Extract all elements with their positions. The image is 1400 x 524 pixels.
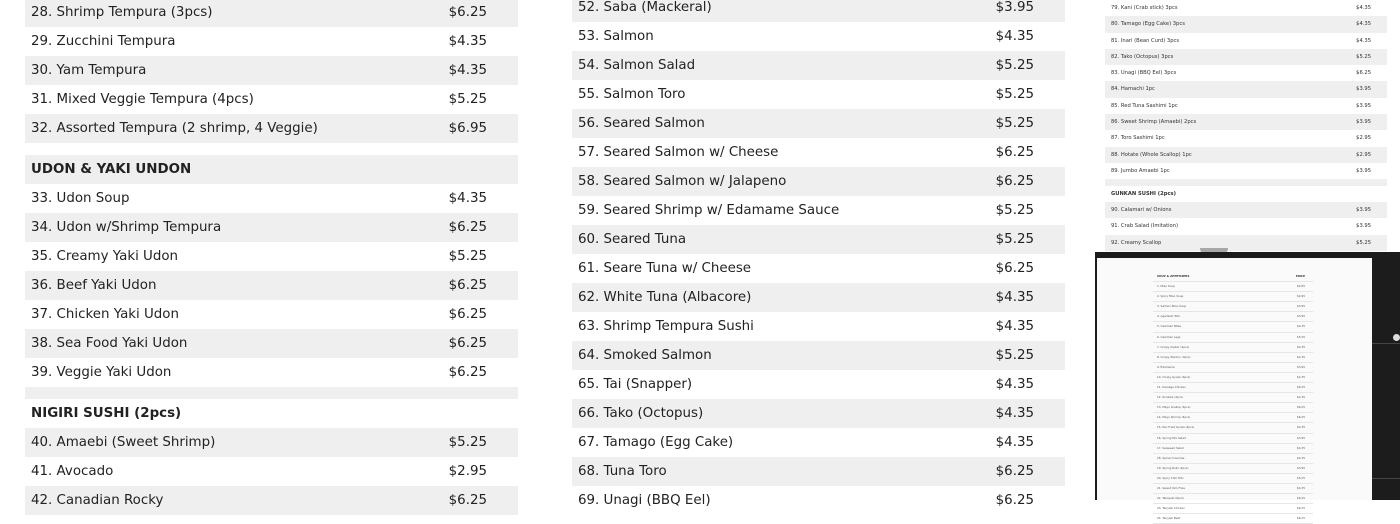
menu-item-row [25,0,518,27]
preview-item-price: $3.95 [1296,435,1305,440]
menu-item-row [572,109,1065,138]
menu-item-price: $4.35 [995,319,1034,334]
menu-item-price: $4.35 [448,63,487,78]
menu-item-row [572,167,1065,196]
menu-page-preview-list [1153,272,1313,524]
preview-header-row [1153,272,1313,282]
menu-item-name: 30. Yam Tempura [31,63,147,78]
preview-item-name: 20. Spicy Chili Tofu [1157,475,1184,480]
menu-item-price: $5.25 [995,203,1034,218]
menu-item-price: $2.95 [1356,151,1371,158]
menu-item-name: 64. Smoked Salmon [578,348,712,363]
menu-item-price: $4.35 [1356,5,1371,11]
menu-item-row [572,80,1065,109]
preview-item-row [1153,444,1313,454]
menu-item-row [25,184,518,213]
preview-item-name: 10. Crispy Gyoza (4pcs) [1157,374,1191,379]
preview-item-name: 12. Korokke (2pcs) [1157,395,1184,400]
menu-item-price: $3.95 [1356,167,1371,174]
menu-item-row [25,271,518,300]
menu-item-name: 29. Zucchini Tempura [31,34,176,49]
preview-item-name: 15. Pan Fried Gyoza (4pcs) [1157,425,1195,430]
menu-item-name: 38. Sea Food Yaki Udon [31,336,188,351]
menu-item-row [1105,218,1387,234]
preview-item-row [1153,343,1313,353]
menu-item-row [25,242,518,271]
menu-item-price: $5.25 [1356,239,1371,246]
menu-item-row [1105,81,1387,97]
preview-item-row [1153,282,1313,292]
menu-item-price: $3.95 [1356,119,1371,126]
menu-item-price: $2.95 [448,464,487,479]
menu-item-row [572,486,1065,515]
menu-item-price: $5.25 [995,116,1034,131]
preview-item-row [1153,434,1313,444]
menu-item-price: $6.25 [448,5,487,20]
preview-item-name: 13. Mayo Scallop (4pcs) [1157,405,1191,410]
menu-thumbnail-list [1105,0,1387,251]
menu-item-name: 92. Creamy Scallop [1111,239,1162,246]
menu-item-name: 88. Hotate (Whole Scallop) 1pc [1111,151,1192,158]
spacer-row [25,387,518,399]
preview-item-row [1153,333,1313,343]
menu-item-row [572,341,1065,370]
menu-item-price: $3.95 [1356,207,1371,214]
preview-item-row [1153,403,1313,413]
menu-item-price: $5.25 [995,87,1034,102]
menu-item-name: 91. Crab Salad (Imitation) [1111,223,1179,230]
menu-item-price: $6.25 [448,365,487,380]
menu-item-price: $4.35 [995,435,1034,450]
menu-item-name: 37. Chicken Yaki Udon [31,307,179,322]
menu-item-name: 41. Avocado [31,464,114,479]
menu-item-row [25,329,518,358]
menu-item-price: $6.25 [995,261,1034,276]
menu-item-price: $6.25 [448,493,487,508]
menu-item-name: 63. Shrimp Tempura Sushi [578,319,754,334]
preview-item-name: 24. Teriyaki Beef [1157,516,1181,521]
menu-item-price: $6.25 [1356,70,1371,77]
menu-item-row [25,358,518,387]
menu-item-name: 80. Tamago (Egg Cake) 3pcs [1111,21,1185,28]
menu-item-row [1105,163,1387,179]
menu-item-name: 28. Shrimp Tempura (3pcs) [31,5,213,20]
menu-item-name: 40. Amaebi (Sweet Shrimp) [31,435,216,450]
menu-item-name: 79. Kani (Crab stick) 3pcs [1111,5,1178,11]
menu-item-price: $5.25 [448,435,487,450]
menu-item-name: 32. Assorted Tempura (2 shrimp, 4 Veggie) [31,121,318,136]
menu-item-name: 61. Seare Tuna w/ Cheese [578,261,752,276]
preview-item-price: $2.95 [1296,294,1305,299]
preview-item-row [1153,413,1313,423]
menu-item-row [1105,0,1387,16]
menu-item-row [572,370,1065,399]
menu-thumbnail[interactable] [1105,0,1387,250]
menu-item-name: 82. Tako (Octopus) 3pcs [1111,53,1174,60]
menu-item-name: 31. Mixed Veggie Tempura (4pcs) [31,92,254,107]
menu-item-price: $4.35 [995,290,1034,305]
preview-item-row [1153,373,1313,383]
menu-item-row [25,27,518,56]
menu-item-name: 36. Beef Yaki Udon [31,278,157,293]
preview-item-price: $4.35 [1296,344,1305,349]
menu-item-price: $6.25 [995,464,1034,479]
preview-item-price: $6.25 [1296,516,1305,521]
preview-item-row [1153,423,1313,433]
menu-item-row [572,196,1065,225]
menu-item-name: 57. Seared Salmon w/ Cheese [578,145,779,160]
menu-item-price: $5.25 [1356,53,1371,60]
menu-item-row [25,114,518,143]
menu-item-name: 89. Jumbo Amaebi 1pc [1111,167,1170,174]
menu-item-name: 52. Saba (Mackeral) [578,0,712,15]
menu-item-name: 59. Seared Shrimp w/ Edamame Sauce [578,203,840,218]
preview-item-price: $4.35 [1296,485,1305,490]
spacer-row [25,143,518,155]
menu-item-price: $6.25 [448,278,487,293]
menu-item-row [1105,49,1387,65]
menu-item-price: $6.25 [995,145,1034,160]
preview-item-price: $6.25 [1296,496,1305,501]
preview-item-name: 3. Salmon Miso Soup [1157,304,1187,309]
menu-item-price: $6.25 [995,174,1034,189]
preview-item-row [1153,494,1313,504]
preview-item-price: $3.95 [1296,364,1305,369]
preview-item-name: 2. Spicy Miso Soup [1157,294,1184,299]
menu-item-price: $4.35 [448,191,487,206]
section-header [25,399,518,428]
menu-item-price: $3.95 [995,0,1034,15]
menu-item-row [572,457,1065,486]
menu-item-name: 39. Veggie Yaki Udon [31,365,172,380]
preview-item-price: $3.95 [1296,314,1305,319]
menu-item-price: $6.25 [448,336,487,351]
menu-item-price: $3.95 [1356,86,1371,93]
menu-item-name: 55. Salmon Toro [578,87,686,102]
preview-item-row [1153,322,1313,332]
menu-item-price: $5.25 [995,348,1034,363]
preview-item-price: $4.35 [1296,324,1305,329]
preview-item-name: 8. Crispy Wonton (4pcs) [1157,354,1191,359]
preview-item-row [1153,363,1313,373]
menu-item-price: $4.35 [1356,21,1371,28]
menu-item-row [572,51,1065,80]
menu-item-price: $2.95 [1356,135,1371,142]
menu-item-row [25,457,518,486]
menu-item-price: $6.25 [448,220,487,235]
menu-item-row [572,225,1065,254]
menu-item-name: 67. Tamago (Egg Cake) [578,435,734,450]
preview-item-name: 4. Agedashi Tofu [1157,314,1181,319]
menu-item-name: 65. Tai (Snapper) [578,377,693,392]
menu-item-price: $6.25 [448,307,487,322]
menu-item-row [1105,114,1387,130]
menu-item-row [1105,235,1387,251]
menu-item-row [1105,33,1387,49]
section-title: UDON & YAKI UNDON [31,162,192,177]
preview-item-name: 18. Spinach Gomae [1157,455,1185,460]
divider [1372,343,1400,344]
menu-item-row [572,254,1065,283]
menu-item-name: 85. Red Tuna Sashimi 1pc [1111,102,1178,109]
menu-item-row [1105,202,1387,218]
menu-item-name: 53. Salmon [578,29,654,44]
preview-item-price: $4.35 [1296,425,1305,430]
menu-item-name: 90. Calamari w/ Onions [1111,207,1172,214]
preview-item-price: $5.25 [1296,475,1305,480]
menu-item-row [572,22,1065,51]
preview-item-name: 22. Takoyaki (6pcs) [1157,496,1184,501]
menu-item-row [572,312,1065,341]
preview-item-row [1153,312,1313,322]
preview-item-name: 19. Spring Rolls (2pcs) [1157,465,1189,470]
preview-item-row [1153,383,1313,393]
preview-item-price: $6.25 [1296,415,1305,420]
section-title: NIGIRI SUSHI (2pcs) [31,406,182,421]
menu-item-row [572,399,1065,428]
menu-item-row [572,0,1065,22]
section-header [1105,186,1387,202]
menu-item-row [1105,130,1387,146]
menu-item-name: 54. Salmon Salad [578,58,696,73]
preview-header-name: SOUP & APPETIZERS [1157,274,1190,278]
preview-item-name: 17. Seaweed Salad [1157,445,1184,450]
menu-item-name: 87. Toro Sashimi 1pc [1111,135,1165,142]
preview-item-row [1153,504,1313,514]
menu-item-name: 86. Sweet Shrimp (Amaebi) 2pcs [1111,119,1197,126]
preview-item-price: $6.25 [1296,405,1305,410]
menu-item-price: $4.35 [995,406,1034,421]
menu-item-price: $5.25 [995,232,1034,247]
menu-item-row [25,56,518,85]
menu-item-row [25,428,518,457]
menu-item-row [1105,16,1387,32]
menu-item-row [572,428,1065,457]
menu-item-price: $5.25 [995,58,1034,73]
preview-item-row [1153,484,1313,494]
menu-item-price: $5.25 [448,92,487,107]
menu-page-preview[interactable] [1097,258,1372,521]
menu-column-left [25,0,518,515]
menu-item-name: 42. Canadian Rocky [31,493,164,508]
menu-item-name: 68. Tuna Toro [578,464,667,479]
preview-item-name: 16. Spring Mix Salad [1157,435,1186,440]
menu-column-middle [572,0,1065,515]
preview-item-name: 9. Edamame [1157,364,1175,369]
menu-item-row [1105,147,1387,163]
preview-item-price: $5.25 [1296,334,1305,339]
menu-item-row [1105,65,1387,81]
preview-item-price: $2.95 [1296,284,1305,289]
menu-item-name: 81. Inari (Bean Curd) 3pcs [1111,37,1180,44]
menu-item-row [25,300,518,329]
section-header [25,155,518,184]
menu-item-price: $4.35 [995,29,1034,44]
preview-item-name: 21. Sweet Yam Fries [1157,485,1185,490]
menu-item-name: 62. White Tuna (Albacore) [578,290,752,305]
preview-item-price: $4.35 [1296,354,1305,359]
menu-item-name: 66. Tako (Octopus) [578,406,704,421]
section-title: GUNKAN SUSHI (2pcs) [1111,190,1176,197]
menu-item-name: 58. Seared Salmon w/ Jalapeno [578,174,787,189]
menu-item-row [25,486,518,515]
preview-item-name: 23. Teriyaki Chicken [1157,506,1185,511]
preview-item-price: $4.35 [1296,374,1305,379]
menu-item-name: 35. Creamy Yaki Udon [31,249,179,264]
menu-item-row [572,283,1065,312]
menu-item-price: $6.95 [448,121,487,136]
menu-item-row [1105,98,1387,114]
preview-header-price: PRICE [1295,274,1305,278]
preview-item-price: $3.95 [1296,304,1305,309]
preview-item-row [1153,474,1313,484]
preview-item-name: 1. Miso Soup [1157,284,1175,289]
preview-item-name: 5. Calamari Bites [1157,324,1181,329]
menu-item-price: $4.35 [1356,37,1371,44]
menu-item-name: 84. Hamachi 1pc [1111,86,1155,93]
preview-item-name: 7. Crispy Oyster (2pcs) [1157,344,1190,349]
preview-item-row [1153,353,1313,363]
preview-item-price: $4.35 [1296,395,1305,400]
preview-item-row [1153,302,1313,312]
preview-item-row [1153,292,1313,302]
menu-item-price: $5.25 [448,249,487,264]
preview-item-row [1153,514,1313,524]
preview-item-name: 14. Mayo Shrimp (4pcs) [1157,415,1191,420]
preview-item-name: 11. Karaage Chicken [1157,385,1186,390]
preview-item-price: $4.35 [1296,455,1305,460]
divider [1372,478,1400,479]
preview-item-row [1153,454,1313,464]
menu-item-name: 60. Seared Tuna [578,232,687,247]
menu-item-name: 34. Udon w/Shrimp Tempura [31,220,222,235]
preview-item-price: $4.35 [1296,445,1305,450]
next-arrow-icon[interactable] [1393,334,1400,341]
menu-item-price: $6.25 [995,493,1034,508]
menu-item-price: $4.35 [995,377,1034,392]
menu-item-name: 83. Unagi (BBQ Eel) 3pcs [1111,70,1177,77]
preview-item-price: $3.95 [1296,465,1305,470]
menu-item-name: 56. Seared Salmon [578,116,705,131]
menu-item-row [25,213,518,242]
menu-item-name: 33. Udon Soup [31,191,130,206]
menu-item-price: $3.95 [1356,102,1371,109]
menu-item-price: $3.95 [1356,223,1371,230]
menu-item-row [25,85,518,114]
preview-item-name: 6. Calamari Legs [1157,334,1181,339]
menu-item-price: $4.35 [448,34,487,49]
preview-item-price: $6.25 [1296,385,1305,390]
menu-item-row [572,138,1065,167]
preview-item-row [1153,393,1313,403]
preview-item-price: $6.25 [1296,506,1305,511]
preview-item-row [1153,464,1313,474]
menu-item-name: 69. Unagi (BBQ Eel) [578,493,711,508]
